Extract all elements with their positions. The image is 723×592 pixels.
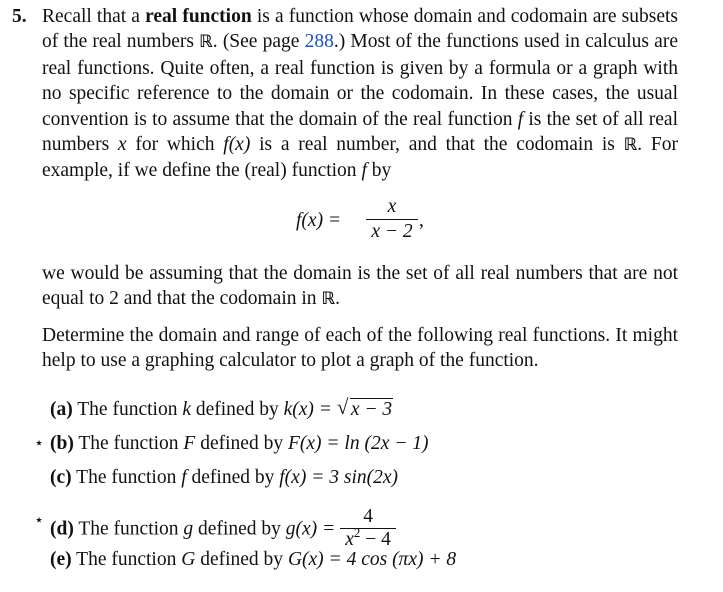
display-fraction [366, 196, 418, 243]
display-lhs: f(x) = [296, 210, 342, 231]
exercise-page: 5. Recall that a real function is a function whose domain and codomain are subsets of the real numbers ℝ. (See page 288.) Most of the functions used in calculus are real functions. Quite often, a real function is given by a formula or a graph with no specific reference to the domain or the codomain. In these cases, the usual convention is to assume that the domain of the real function f is the set of all real numbers x for which f(x) is a real number, and that the codomain is ℝ. For example, if we define the (real) function f by f(x) = x x − 2 , we would be assuming that the domain is the set of all real numbers that are not equal to 2 and that the codomain in ℝ. Determine the domain and range of each of the following real functions. It might help to use a graphing calculator to plot a graph of the function. (a) The function k defined by k(x) = √ x − 3 ⋆ (b) The function F defined by F(x) = ln (2x − 1) (c) The function f defined by f(x) = 3 sin(2x) ⋆ (d) The function g defined by g(x) = $\frac{4}{x^2 - 4}$ (e) The function G defined by G(x) = 4 cos (πx) + 8 [12, 6, 679, 570]
fraction-denominator: x − 2 [371, 221, 413, 242]
page-reference-link[interactable]: 288 [304, 31, 334, 53]
part-b: (b) The function F defined by F(x) = ln (2x − 1) [50, 433, 429, 454]
reals-symbol: ℝ [199, 32, 213, 53]
square-root: √ x − 3 [336, 395, 393, 420]
problem-number: 5. [12, 6, 27, 27]
task-paragraph: Determine the domain and range of each of the following real functions. It might help to use a graphing calculator to plot a graph of the function. [42, 325, 678, 372]
assumption-paragraph: we would be assuming that the domain is the set of all real numbers that are not equal to 2 and that the codomain in ℝ. [42, 263, 678, 310]
star-icon: ⋆ [34, 435, 45, 452]
term-real-function: real function [145, 6, 252, 27]
radical-sign-icon: √ [336, 395, 349, 419]
part-d-fraction: $\frac{4}{x^2 - 4}$ [340, 507, 396, 551]
part-d: (d) The function g defined by g(x) = $\frac{4}{x^2 - 4}$ [50, 508, 396, 552]
part-a: (a) The function k defined by k(x) = √ x − 3 [50, 395, 393, 420]
fraction-bar [366, 219, 418, 220]
star-icon: ⋆ [34, 512, 45, 529]
fraction-numerator: x [387, 196, 397, 217]
intro-paragraph: Recall that a real function is a function whose domain and codomain are subsets of the real numbers ℝ. (See page 288.) Most of the functions used in calculus are real functions. Quite often, a real function is given by a formula or a graph with no specific reference to the domain or the codomain. In these cases, the usual convention is to assume that the domain of the real function f is the set of all real numbers x for which f(x) is a real number, and that the codomain is ℝ. For example, if we define the (real) function f by [42, 6, 679, 182]
part-e: (e) The function G defined by G(x) = 4 cos (πx) + 8 [50, 549, 457, 570]
part-c: (c) The function f defined by f(x) = 3 sin(2x) [50, 467, 399, 488]
